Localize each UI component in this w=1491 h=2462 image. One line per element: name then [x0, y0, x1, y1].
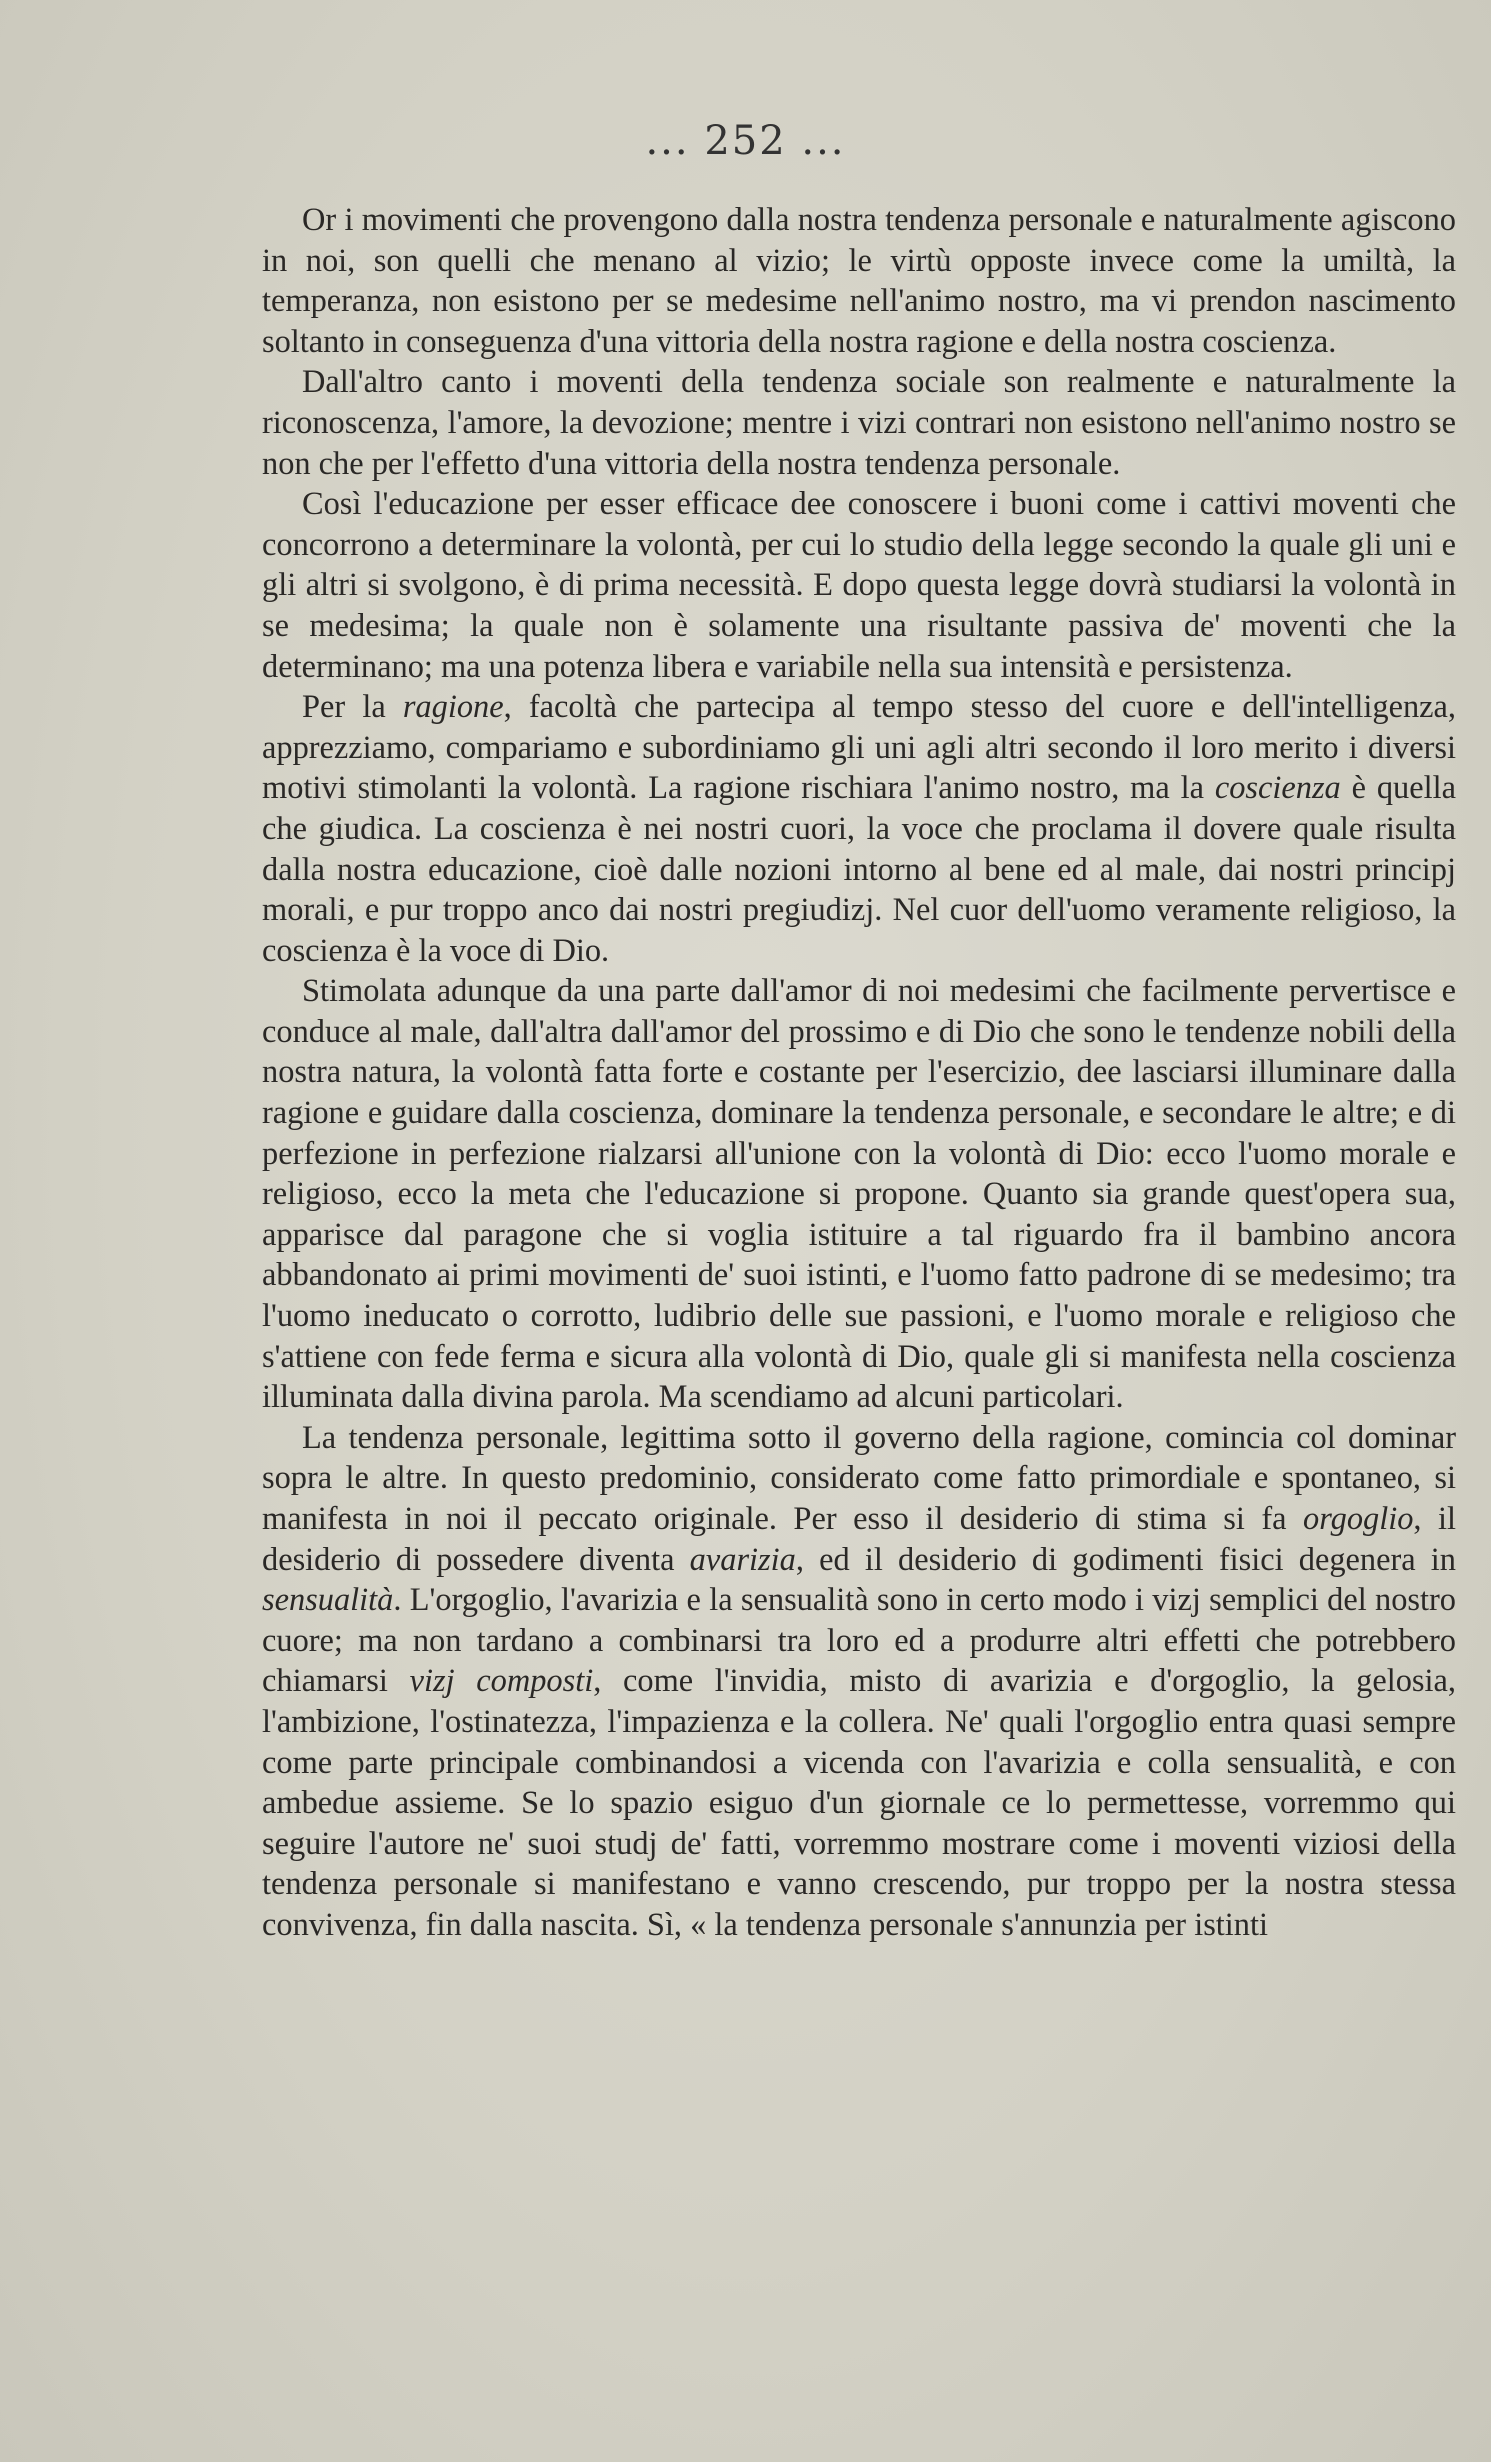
- page-number: ... 252 ...: [645, 118, 846, 164]
- text-segment: Così l'educazione per esser efficace dee conoscere i buoni come i cattivi moventi che concorrono a determinare la volontà, per cui lo studio della legge secondo la quale gli uni e gli altri si svolgono, è di prima necessità. E dopo questa legge dovrà studiarsi la volontà in se medesima; la quale non è solamente una risultante passiva de' moventi che la determinano; ma una potenza libera e variabile nella sua intensità e persistenza.: [262, 486, 1456, 685]
- text-segment: è quella che giudica. La coscienza è nei nostri cuori, la voce che proclama il dovere quale risulta dalla nostra educazione, cioè dalle nozioni intorno al bene ed al male, dai nostri principj morali, e pur troppo anco dai nostri pregiudizj. Nel cuor dell'uomo veramente religioso, la coscienza è la voce di Dio.: [262, 770, 1457, 969]
- paragraph: [262, 200, 1456, 362]
- italic-term: vizj composti: [409, 1663, 594, 1700]
- text-segment: , facoltà che partecipa al tempo stesso del cuore e dell'intelligenza, apprezziamo, compariamo e subordiniamo gli uni agli altri secondo il loro merito i diversi motivi stimolanti la volontà. La ragione rischiara l'animo nostro, ma la: [262, 689, 1456, 807]
- italic-term: coscienza: [1214, 770, 1341, 807]
- italic-term: orgoglio: [1303, 1501, 1414, 1537]
- paragraph: [262, 484, 1456, 687]
- italic-term: sensualità: [262, 1582, 394, 1619]
- text-segment: , come l'invidia, misto di avarizia e d'orgoglio, la gelosia, l'ambizione, l'ostinatezza, l'impazienza e la collera. Ne' quali l'orgoglio entra quasi sempre come parte principale combinandosi a vicenda con l'avarizia e colla sensualità, e con ambedue assieme. Se lo spazio esiguo d'un giornale ce lo permettesse, vorremmo qui seguire l'autore ne' suoi studj de' fatti, vorremmo mostrare come i moventi viziosi della tendenza personale si manifestano e vanno crescendo, pur troppo per la nostra stessa convivenza, fin dalla nascita. Sì, « la tendenza personale s'annunzia per istinti: [262, 1663, 1456, 1943]
- text-segment: Per la: [302, 689, 403, 726]
- paragraph: [262, 971, 1456, 1418]
- text-segment: Stimolata adunque da una parte dall'amor di noi medesimi che facilmente pervertisce e conduce al male, dall'altra dall'amor del prossimo e di Dio che sono le tendenze nobili della nostra natura, la volontà fatta forte e costante per l'esercizio, dee lasciarsi illuminare dalla ragione e guidare dalla coscienza, dominare la tendenza personale, e secondare le altre; e di perfezione in perfezione rialzarsi all'unione con la volontà di Dio: ecco l'uomo morale e religioso, ecco la meta che l'educazione si propone. Quanto sia grande quest'opera sua, apparisce dal paragone che si voglia istituire a tal riguardo fra il bambino ancora abbandonato ai primi movimenti de' suoi istinti, e l'uomo fatto padrone di se medesimo; tra l'uomo ineducato o corrotto, ludibrio delle sue passioni, e l'uomo morale e religioso che s'attiene con fede ferma e sicura alla volontà di Dio, quale gli si manifesta nella coscienza illuminata dalla divina parola. Ma scendiamo ad alcuni particolari.: [262, 973, 1456, 1416]
- paragraph: [262, 362, 1456, 484]
- body-text: [262, 200, 1456, 1946]
- text-segment: Or i movimenti che provengono dalla nostra tendenza personale e naturalmente agiscono in noi, son quelli che menano al vizio; le virtù opposte invece come la umiltà, la temperanza, non esistono per se medesime nell'animo nostro, ma vi prendon nascimento soltanto in conseguenza d'una vittoria della nostra ragione e della nostra coscienza.: [262, 202, 1456, 360]
- text-segment: , il desiderio di possedere diventa: [262, 1501, 1456, 1578]
- text-segment: , ed il desiderio di godimenti fisici degenera in: [795, 1541, 1456, 1578]
- text-segment: Dall'altro canto i moventi della tendenza sociale son realmente e naturalmente la riconoscenza, l'amore, la devozione; mentre i vizi contrari non esistono nell'animo nostro se non che per l'effetto d'una vittoria della nostra tendenza personale.: [262, 364, 1456, 482]
- text-segment: . L'orgoglio, l'avarizia e la sensualità sono in certo modo i vizj semplici del nostro cuore; ma non tardano a combinarsi tra loro ed a produrre altri effetti che potrebbero chiamarsi: [262, 1582, 1456, 1700]
- text-segment: La tendenza personale, legittima sotto il governo della ragione, comincia col dominar sopra le altre. In questo predominio, considerato come fatto primordiale e spontaneo, si manifesta in noi il peccato originale. Per esso il desiderio di stima si fa: [262, 1419, 1456, 1537]
- italic-term: avarizia: [689, 1541, 796, 1578]
- paragraph: [262, 687, 1456, 971]
- paragraph: [262, 1418, 1456, 1946]
- italic-term: ragione: [402, 689, 504, 726]
